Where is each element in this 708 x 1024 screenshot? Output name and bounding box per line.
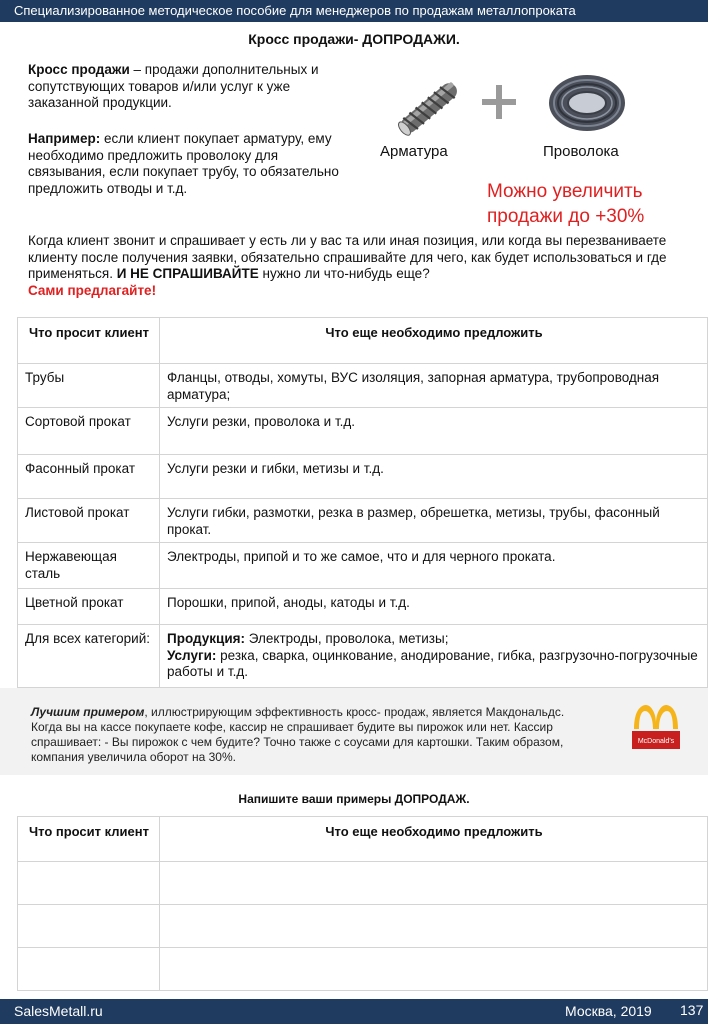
best-text: , иллюстрирующим эффективность кросс- продаж, является Макдональдс. Когда вы на кассе покупаете кофе, кассир не спрашивает будите вы пирожок или нет. Кассир спрашивает: - Вы пирожок с чем будите? Точно также с соусами для картошки. Таким образом, компания увеличила оборот на 30%.	[31, 705, 565, 764]
cross-sell-table	[17, 317, 708, 688]
call-text: Когда клиент звонит и спрашивает у есть ли у вас та или иная позиция, или когда вы перезваниваете клиенту после получения заявки, обязательно спрашивайте для чего, как будет использоваться и где применяться.	[28, 233, 667, 281]
empty-cell[interactable]	[18, 862, 160, 905]
wire-label: Проволока	[543, 143, 619, 160]
empty-cell[interactable]	[160, 862, 708, 905]
table-row	[18, 364, 708, 408]
table-row	[18, 408, 708, 455]
table-row	[18, 589, 708, 625]
header-bar	[0, 0, 708, 22]
table-cell: Нержавеющая сталь	[18, 543, 160, 589]
services-label: Услуги:	[167, 647, 217, 663]
table-row	[18, 905, 708, 948]
table-cell: Сортовой прокат	[18, 408, 160, 455]
cross-definition: – продажи дополнительных и сопутствующих товаров и/или услуг к уже заказанной продукции.	[28, 62, 319, 110]
call-bold: И НЕ СПРАШИВАЙТЕ	[116, 266, 259, 281]
table-cell: Услуги резки и гибки, метизы и т.д.	[160, 455, 708, 499]
table-row	[18, 499, 708, 543]
table-cell: Для всех категорий:	[18, 625, 160, 688]
best-lead: Лучшим примером	[31, 705, 145, 719]
wire-coil-image	[547, 72, 627, 134]
table-cell: Листовой прокат	[18, 499, 160, 543]
cross-term: Кросс продажи	[28, 62, 130, 77]
empty-cell[interactable]	[18, 948, 160, 991]
plus-icon	[482, 85, 516, 119]
empty-cell[interactable]	[160, 905, 708, 948]
footer-bar	[0, 999, 708, 1024]
products-text: Электроды, проволока, метизы;	[245, 631, 449, 646]
footer-site: SalesMetall.ru	[14, 1003, 103, 1019]
rebar-image	[393, 73, 465, 143]
footer-city: Москва, 2019	[565, 1003, 652, 1019]
empty-cell[interactable]	[18, 905, 160, 948]
table-header-client: Что просит клиент	[18, 817, 160, 862]
call-advice-paragraph	[28, 233, 688, 299]
cross-sales-definition	[28, 62, 358, 112]
sales-increase-callout: Можно увеличить продажи до +30%	[487, 181, 645, 227]
table-row-all-categories	[18, 625, 708, 688]
table-cell: Трубы	[18, 364, 160, 408]
table-row	[18, 948, 708, 991]
table-cell	[160, 625, 708, 688]
call-red: Сами предлагайте!	[28, 282, 157, 298]
table-header-offer: Что еще необходимо предложить	[160, 817, 708, 862]
products-label: Продукция:	[167, 631, 245, 646]
mcdonalds-logo-text: McDonald's	[637, 738, 675, 745]
examples-table	[17, 816, 708, 991]
table-row	[18, 455, 708, 499]
example-text: если клиент покупает арматуру, ему необходимо предложить проволоку для связывания, если покупает трубу, то обязательно предложить отводы и т.д.	[28, 131, 339, 196]
page-number: 137	[680, 1002, 704, 1018]
table-cell: Порошки, припой, аноды, катоды и т.д.	[160, 589, 708, 625]
table-cell: Электроды, припой и то же самое, что и для черного проката.	[160, 543, 708, 589]
table-header-offer: Что еще необходимо предложить	[160, 318, 708, 364]
example-term: Например:	[28, 131, 101, 146]
empty-cell[interactable]	[160, 948, 708, 991]
table-cell: Услуги гибки, размотки, резка в размер, обрешетка, метизы, трубы, фасонный прокат.	[160, 499, 708, 543]
mcdonalds-logo-icon	[630, 703, 682, 751]
write-examples-heading: Напишите ваши примеры ДОПРОДАЖ.	[238, 792, 470, 806]
rebar-label: Арматура	[380, 143, 448, 160]
table-row	[18, 862, 708, 905]
best-example-paragraph	[31, 705, 596, 765]
page-title: Кросс продажи- ДОПРОДАЖИ.	[248, 31, 460, 47]
table-header-row	[18, 318, 708, 364]
table-cell: Фланцы, отводы, хомуты, ВУС изоляция, запорная арматура, трубопроводная арматура;	[160, 364, 708, 408]
header-title: Специализированное методическое пособие для менеджеров по продажам металлопроката	[14, 3, 576, 18]
table-cell: Фасонный прокат	[18, 455, 160, 499]
table-header-row	[18, 817, 708, 862]
call-text2: нужно ли что-нибудь еще?	[258, 266, 430, 281]
table-header-client: Что просит клиент	[18, 318, 160, 364]
table-cell: Цветной прокат	[18, 589, 160, 625]
example-paragraph	[28, 131, 358, 197]
table-cell: Услуги резки, проволока и т.д.	[160, 408, 708, 455]
table-row	[18, 543, 708, 589]
services-text: резка, сварка, оцинкование, анодирование, гибка, разгрузочно-погрузочные работы и т.д.	[167, 647, 698, 679]
